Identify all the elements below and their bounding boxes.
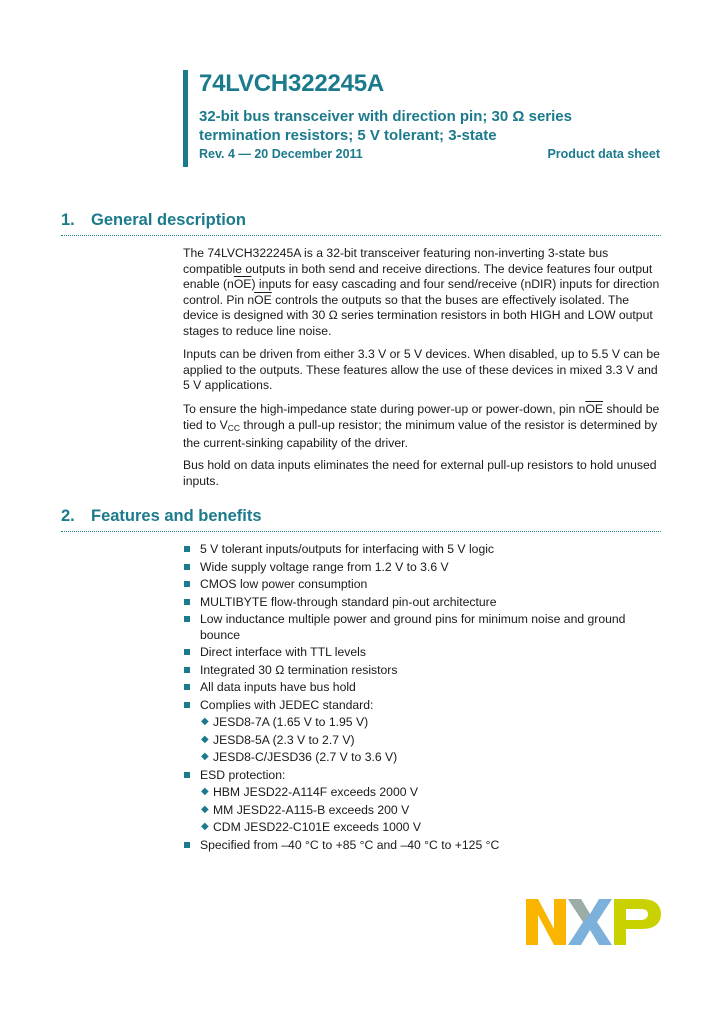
oe-signal-overline: $\overline{OE}$ bbox=[254, 292, 272, 307]
esd-sublist bbox=[200, 785, 653, 836]
document-subtitle bbox=[199, 107, 639, 145]
paragraph-text: ) inputs for easy cascading and four send/receive (nDIR) inputs for direction control. Pin n bbox=[183, 277, 660, 307]
list-item bbox=[183, 680, 653, 696]
list-item bbox=[183, 612, 653, 643]
diamond-bullet-icon: ◆ bbox=[201, 733, 209, 745]
sub-list-item bbox=[200, 715, 653, 731]
diamond-bullet-icon: ◆ bbox=[201, 716, 209, 727]
square-bullet-icon bbox=[184, 684, 190, 690]
list-item bbox=[183, 698, 653, 766]
square-bullet-icon bbox=[184, 772, 190, 778]
general-description-paragraph-3 bbox=[183, 402, 661, 452]
general-description-paragraph-2: Inputs can be driven from either 3.3 V or 5 V devices. When disabled, up to 5.5 V can be applied to the outputs. These features allow the use of these devices in mixed 3.3 V and 5 V applications. bbox=[183, 347, 660, 392]
list-item-text: Integrated 30 Ω termination resistors bbox=[200, 662, 398, 677]
logo-p-shape bbox=[614, 899, 661, 945]
sub-list-item bbox=[200, 750, 653, 766]
list-item-text: CMOS low power consumption bbox=[200, 577, 368, 591]
square-bullet-icon bbox=[184, 581, 190, 587]
square-bullet-icon bbox=[184, 546, 190, 552]
section-number: 2. bbox=[61, 507, 75, 525]
jedec-sublist bbox=[200, 715, 653, 766]
paragraph-text: through a pull-up resistor; the minimum value of the resistor is determined by the current-sinking capability of the driver. bbox=[183, 417, 658, 450]
paragraph-text: The 74LVCH322245A is a 32-bit transceiver featuring non-inverting 3-state bus compatible outputs in both send and receive directions. The device features four output enable (n bbox=[183, 246, 653, 291]
title-accent-bar bbox=[183, 70, 188, 167]
logo-n-shape bbox=[526, 899, 566, 945]
section-divider bbox=[61, 235, 661, 236]
list-item-text: MULTIBYTE flow-through standard pin-out architecture bbox=[200, 594, 497, 609]
sub-list-item-text: JESD8-C/JESD36 (2.7 V to 3.6 V) bbox=[213, 750, 398, 764]
subtitle-line-2: termination resistors; 5 V tolerant; 3-state bbox=[199, 127, 497, 144]
square-bullet-icon bbox=[184, 842, 190, 848]
paragraph-text: controls the outputs so that the buses are effectively isolated. The device is designed with 30 Ω series termination resistors in both HIGH and LOW output stages to reduce line noise. bbox=[183, 292, 653, 338]
list-item-text: 5 V tolerant inputs/outputs for interfacing with 5 V logic bbox=[200, 542, 495, 556]
sub-list-item bbox=[200, 820, 653, 836]
oe-signal-overline: $\overline{OE}$ bbox=[233, 277, 252, 291]
section-number: 1. bbox=[61, 211, 75, 229]
diamond-bullet-icon: ◆ bbox=[201, 751, 209, 762]
square-bullet-icon bbox=[184, 564, 190, 570]
general-description-paragraph-4: Bus hold on data inputs eliminates the need for external pull-up resistors to hold unused inputs. bbox=[183, 458, 657, 488]
list-item bbox=[183, 838, 653, 854]
oe-signal-overline: $\overline{OE}$ bbox=[585, 402, 604, 416]
sub-list-item bbox=[200, 803, 653, 819]
features-list bbox=[183, 542, 653, 855]
list-item-text: ESD protection: bbox=[200, 767, 286, 782]
nxp-logo bbox=[524, 897, 662, 947]
list-item bbox=[183, 560, 653, 576]
list-item bbox=[183, 595, 653, 611]
sub-list-item bbox=[200, 733, 653, 749]
sub-list-item-text: HBM JESD22-A114F exceeds 2000 V bbox=[213, 785, 419, 799]
square-bullet-icon bbox=[184, 649, 190, 655]
square-bullet-icon bbox=[184, 599, 190, 605]
diamond-bullet-icon: ◆ bbox=[201, 786, 209, 797]
vcc-subscript: CC bbox=[227, 422, 240, 433]
section-title: Features and benefits bbox=[91, 507, 262, 525]
list-item bbox=[183, 663, 653, 679]
sub-list-item-text: CDM JESD22-C101E exceeds 1000 V bbox=[213, 820, 421, 834]
list-item-text: All data inputs have bus hold bbox=[200, 680, 356, 694]
list-item-text: Direct interface with TTL levels bbox=[200, 645, 366, 659]
sub-list-item-text: JESD8-7A (1.65 V to 1.95 V) bbox=[213, 715, 369, 729]
list-item-text: Low inductance multiple power and ground pins for minimum noise and ground bounce bbox=[200, 612, 626, 642]
sub-list-item bbox=[200, 785, 653, 801]
square-bullet-icon bbox=[184, 702, 190, 708]
square-bullet-icon bbox=[184, 667, 190, 673]
subtitle-line-1: 32-bit bus transceiver with direction pin; 30 Ω series bbox=[199, 108, 572, 125]
list-item bbox=[183, 645, 653, 661]
list-item-text: Complies with JEDEC standard: bbox=[200, 697, 374, 712]
square-bullet-icon bbox=[184, 616, 190, 622]
diamond-bullet-icon: ◆ bbox=[201, 803, 209, 815]
paragraph-text: To ensure the high-impedance state during power-up or power-down, pin n bbox=[183, 402, 586, 416]
paragraph-text: should be tied to V bbox=[183, 402, 660, 432]
section-general-description-heading bbox=[61, 211, 246, 230]
sub-list-item-text: MM JESD22-A115-B exceeds 200 V bbox=[213, 802, 410, 817]
revision-date: Rev. 4 — 20 December 2011 bbox=[199, 147, 363, 161]
section-features-heading bbox=[61, 507, 262, 526]
document-title: 74LVCH322245A bbox=[199, 70, 385, 97]
list-item bbox=[183, 542, 653, 558]
list-item bbox=[183, 577, 653, 593]
section-title: General description bbox=[91, 211, 246, 229]
list-item-text: Wide supply voltage range from 1.2 V to 3.6 V bbox=[200, 559, 449, 574]
list-item-text: Specified from –40 °C to +85 °C and –40 °C to +125 °C bbox=[200, 837, 500, 852]
section-divider bbox=[61, 531, 661, 532]
document-type: Product data sheet bbox=[547, 147, 660, 161]
general-description-paragraph-1 bbox=[183, 246, 661, 339]
sub-list-item-text: JESD8-5A (2.3 V to 2.7 V) bbox=[213, 732, 355, 747]
list-item bbox=[183, 768, 653, 836]
diamond-bullet-icon: ◆ bbox=[201, 821, 209, 832]
